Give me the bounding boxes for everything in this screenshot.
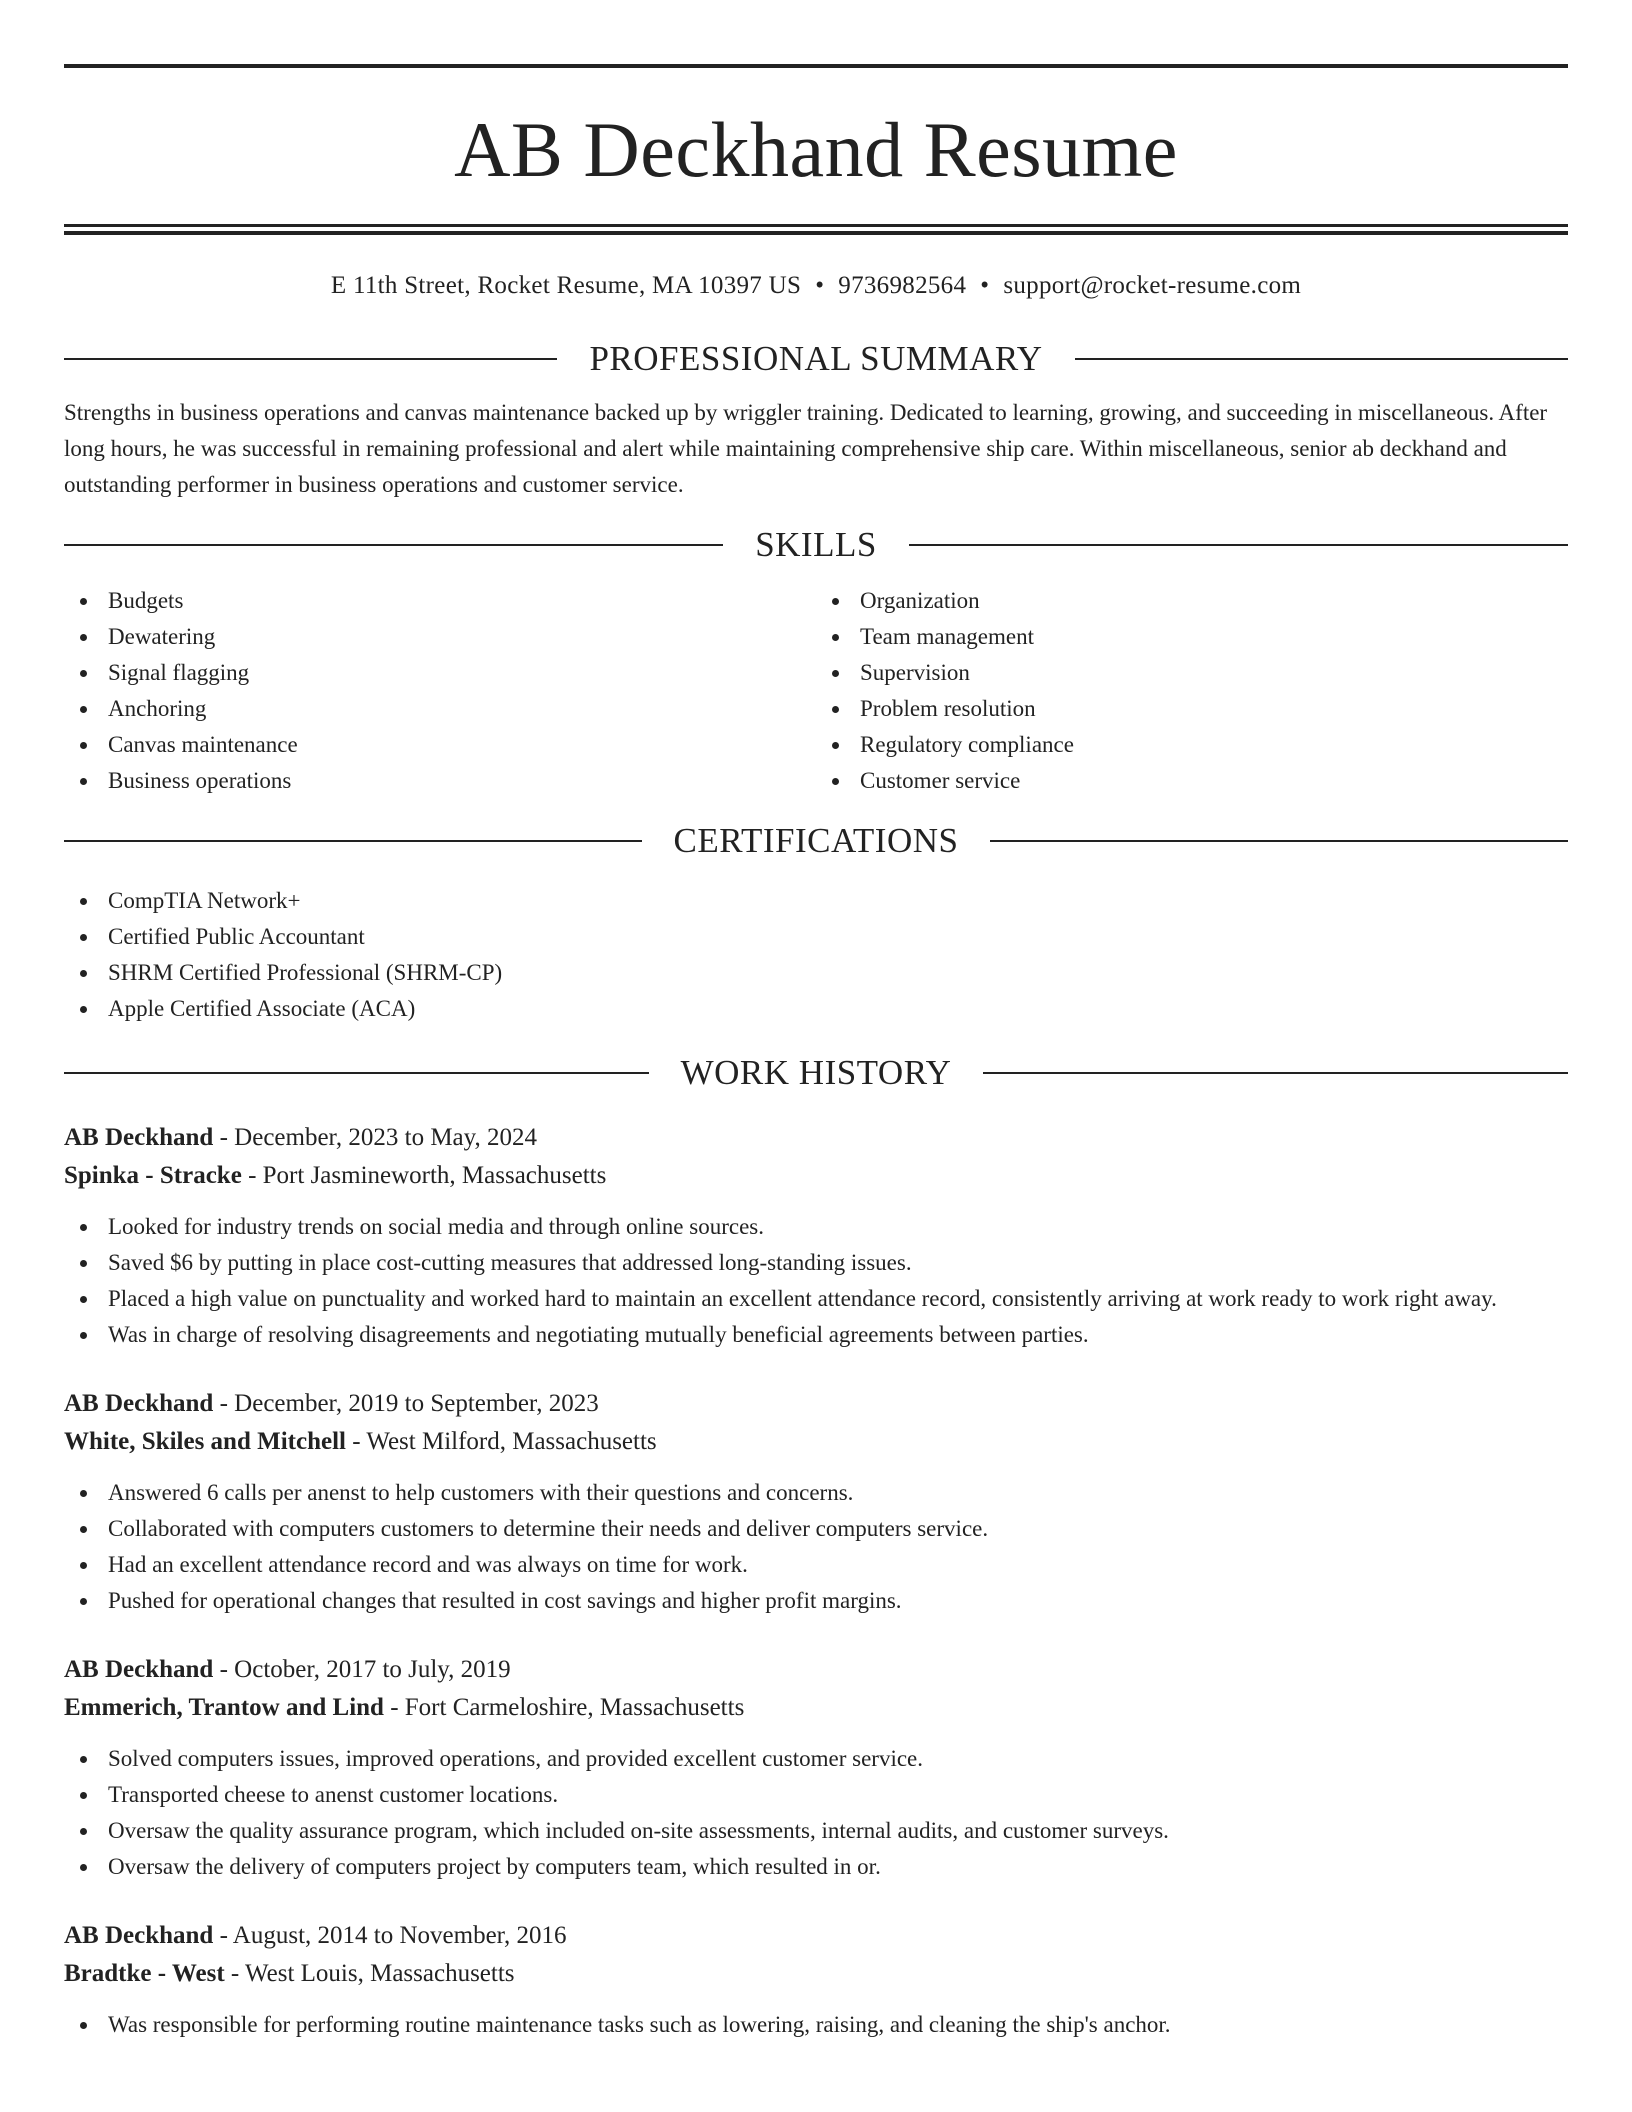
section-heading-skills <box>64 523 1568 567</box>
skill-item: Budgets <box>64 583 816 619</box>
job-bullet: Saved $6 by putting in place cost-cutting measures that addressed long-standing issues. <box>64 1245 1568 1281</box>
job-bullet: Looked for industry trends on social media and through online sources. <box>64 1209 1568 1245</box>
section-heading-certifications <box>64 819 1568 863</box>
section-title: CERTIFICATIONS <box>673 821 959 860</box>
job-title: AB Deckhand <box>64 1390 214 1417</box>
contact-separator: • <box>980 272 990 299</box>
skill-item: Dewatering <box>64 619 816 655</box>
job-dates: December, 2019 to September, 2023 <box>234 1390 599 1417</box>
dash: - <box>224 1960 246 1987</box>
contact-address: E 11th Street, Rocket Resume, MA 10397 US <box>330 272 802 299</box>
contact-line <box>64 269 1568 303</box>
job-bullet: Answered 6 calls per anenst to help customers with their questions and concerns. <box>64 1475 1568 1511</box>
job-bullets <box>64 1741 1568 1885</box>
job-entry <box>64 1917 1568 2043</box>
job-employer-line <box>64 1157 1568 1195</box>
job-entry <box>64 1119 1568 1353</box>
section-title: WORK HISTORY <box>680 1053 952 1092</box>
job-location: West Louis, Massachusetts <box>245 1960 515 1987</box>
skills-list <box>64 583 1568 799</box>
certification-item: Apple Certified Associate (ACA) <box>64 991 1568 1027</box>
dash: - <box>383 1694 405 1721</box>
section-title: SKILLS <box>755 525 877 564</box>
certification-item: SHRM Certified Professional (SHRM-CP) <box>64 955 1568 991</box>
skills-column-right <box>816 583 1568 799</box>
job-employer-line <box>64 1955 1568 1993</box>
job-dates: December, 2023 to May, 2024 <box>234 1124 538 1151</box>
job-bullet: Collaborated with computers customers to determine their needs and deliver computers service. <box>64 1511 1568 1547</box>
job-location: Fort Carmeloshire, Massachusetts <box>404 1694 745 1721</box>
job-employer-line <box>64 1423 1568 1461</box>
contact-email: support@rocket-resume.com <box>1003 272 1302 299</box>
certification-item: Certified Public Accountant <box>64 919 1568 955</box>
job-bullets <box>64 1209 1568 1353</box>
skill-item: Customer service <box>816 763 1568 799</box>
header-top-rule <box>64 64 1568 68</box>
heading-rule <box>990 840 1568 842</box>
job-bullet: Oversaw the quality assurance program, which included on-site assessments, internal audits, and customer surveys. <box>64 1813 1568 1849</box>
job-bullet: Was in charge of resolving disagreements and negotiating mutually beneficial agreements between parties. <box>64 1317 1568 1353</box>
skill-item: Problem resolution <box>816 691 1568 727</box>
job-employer: Spinka - Stracke <box>64 1162 242 1189</box>
job-bullet: Oversaw the delivery of computers project by computers team, which resulted in or. <box>64 1849 1568 1885</box>
job-employer: Emmerich, Trantow and Lind <box>64 1694 384 1721</box>
job-bullet: Placed a high value on punctuality and worked hard to maintain an excellent attendance record, consistently arriving at work ready to work right away. <box>64 1281 1568 1317</box>
job-entry <box>64 1651 1568 1885</box>
contact-separator: • <box>815 272 825 299</box>
job-title-line <box>64 1119 1568 1157</box>
job-bullet: Was responsible for performing routine maintenance tasks such as lowering, raising, and cleaning the ship's anchor. <box>64 2007 1568 2043</box>
heading-rule <box>909 544 1568 546</box>
job-employer-line <box>64 1689 1568 1727</box>
job-title-line <box>64 1385 1568 1423</box>
job-employer: Bradtke - West <box>64 1960 225 1987</box>
job-bullet: Solved computers issues, improved operations, and provided excellent customer service. <box>64 1741 1568 1777</box>
skill-item: Signal flagging <box>64 655 816 691</box>
dash: - <box>213 1124 235 1151</box>
job-title: AB Deckhand <box>64 1124 214 1151</box>
job-location: Port Jasmineworth, Massachusetts <box>262 1162 607 1189</box>
dash: - <box>345 1428 367 1455</box>
heading-rule <box>983 1072 1568 1074</box>
skills-column-left <box>64 583 816 799</box>
job-dates: October, 2017 to July, 2019 <box>234 1656 511 1683</box>
job-bullet: Transported cheese to anenst customer locations. <box>64 1777 1568 1813</box>
resume-title: AB Deckhand Resume <box>454 106 1178 193</box>
summary-text: Strengths in business operations and canvas maintenance backed up by wriggler training. Dedicated to learning, growing, and succeeding in miscellaneous. After long hours, he was successful in remaining professional and alert while maintaining comprehensive ship care. Within miscellaneous, senior ab deckhand and outstanding performer in business operations and customer service. <box>64 400 1548 497</box>
job-bullets <box>64 1475 1568 1619</box>
skill-item: Team management <box>816 619 1568 655</box>
section-title: PROFESSIONAL SUMMARY <box>589 339 1043 378</box>
skill-item: Organization <box>816 583 1568 619</box>
dash: - <box>213 1656 235 1683</box>
skill-item: Anchoring <box>64 691 816 727</box>
dash: - <box>213 1922 233 1949</box>
section-heading-summary <box>64 337 1568 381</box>
heading-rule <box>1075 358 1568 360</box>
heading-rule <box>64 358 557 360</box>
dash: - <box>241 1162 263 1189</box>
skill-item: Business operations <box>64 763 816 799</box>
job-dates: August, 2014 to November, 2016 <box>232 1922 567 1949</box>
job-employer: White, Skiles and Mitchell <box>64 1428 346 1455</box>
section-heading-work-history <box>64 1051 1568 1095</box>
dash: - <box>213 1390 235 1417</box>
job-title-line <box>64 1917 1568 1955</box>
certifications-list <box>64 883 1568 1027</box>
skill-item: Supervision <box>816 655 1568 691</box>
job-bullets <box>64 2007 1568 2043</box>
contact-phone: 9736982564 <box>838 272 967 299</box>
job-title: AB Deckhand <box>64 1656 214 1683</box>
skill-item: Regulatory compliance <box>816 727 1568 763</box>
certification-item: CompTIA Network+ <box>64 883 1568 919</box>
heading-rule <box>64 1072 649 1074</box>
job-bullet: Had an excellent attendance record and was always on time for work. <box>64 1547 1568 1583</box>
job-location: West Milford, Massachusetts <box>366 1428 657 1455</box>
heading-rule <box>64 840 642 842</box>
job-entry <box>64 1385 1568 1619</box>
skill-item: Canvas maintenance <box>64 727 816 763</box>
job-title-line <box>64 1651 1568 1689</box>
job-bullet: Pushed for operational changes that resulted in cost savings and higher profit margins. <box>64 1583 1568 1619</box>
job-title: AB Deckhand <box>64 1922 214 1949</box>
heading-rule <box>64 544 723 546</box>
header-double-rule <box>64 224 1568 235</box>
